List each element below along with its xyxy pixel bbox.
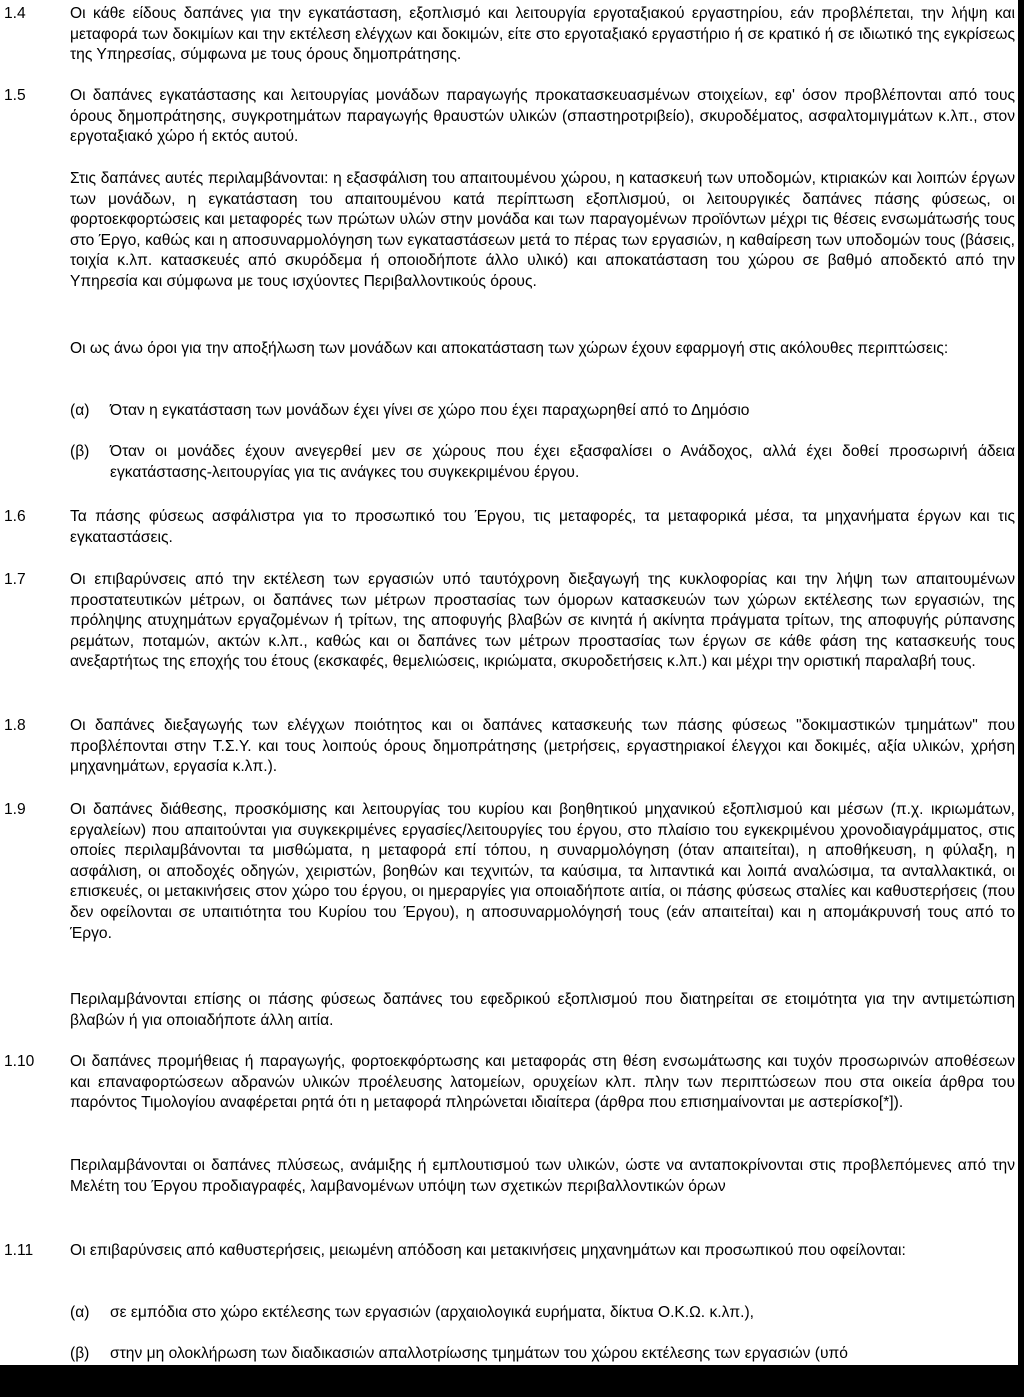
subitem-text: στην μη ολοκλήρωση των διαδικασιών απαλλοτρίωσης τμημάτων του χώρου εκτέλεσης των εργασιών (υπό [110,1345,848,1362]
clause-1-11 [0,1241,1024,1262]
bottom-bar [0,1365,1024,1397]
subitem [70,1303,1015,1324]
subitem-label: (β) [70,1345,90,1362]
clause-text: Οι δαπάνες διάθεσης, προσκόμισης και λειτουργίας του κυρίου και βοηθητικού μηχανικού εξοπλισμού και μέσων (π.χ. ικριωμάτων, εργαλείων) που απαιτούνται για συγκεκριμένες εργασίες/λειτουργίες του έργου, στο πλαίσιο του εγκεκριμένου χρονοδιαγράμματος, στις οποίες περιλαμβάνονται τα μισθώματα, η μεταφορά επί τόπου, η συναρμολόγηση (όταν απαιτείται), η αποθήκευση, η φύλαξη, η ασφάλιση, οι αποδοχές οδηγών, χειριστών, βοηθών και τεχνιτών, τα καύσιμα, τα λιπαντικά και λοιπά αναλώσιμα, τα ανταλλακτικά, οι επισκευές, οι μετακινήσεις στον χώρο του έργου, οι ημεραργίες για οποιαδήποτε αιτία, οι πάσης φύσεως σταλίες και καθυστερήσεις (που δεν οφείλονται σε υπαιτιότητα του Κυρίου του Έργου), η αποσυναρμολόγησή τους (εάν απαιτείται) και η απομάκρυνσή τους από το Έργο. [70,801,1015,942]
subitem-text: Όταν οι μονάδες έχουν ανεγερθεί μεν σε χώρους που έχει εξασφαλίσει ο Ανάδοχος, αλλά έχει δοθεί προσωρινή άδεια εγκατάστασης-λειτουργίας για τις ανάγκες του συγκεκριμένου έργου. [110,443,1015,481]
subitem [70,442,1015,483]
clause-number: 1.6 [4,508,26,525]
paragraph: Στις δαπάνες αυτές περιλαμβάνονται: η εξασφάλιση του απαιτουμένου χώρου, η κατασκευή των υποδομών, κτιριακών και λοιπών έργων των μονάδων, η εγκατάσταση του απαιτουμένου κατά περίπτωση εξοπλισμού, οι λειτουργικές δαπάνες πάσης φύσεως, οι φορτοεκφορτώσεις και μεταφορές των πρώτων υλών στην μονάδα και των παραγομένων προϊόντων μέχρι τις θέσεις ενσωμάτωσής τους στο Έργο, καθώς και η αποσυναρμολόγηση των εγκαταστάσεων μετά το πέρας των εργασιών, η καθαίρεση των υποδομών τους (βάσεις, τοιχία κ.λπ. κατασκευές από σκυρόδεμα ή οποιοδήποτε άλλο υλικό) και αποκατάσταση του χώρου σε βαθμό αποδεκτό από την Υπηρεσία και σύμφωνα με τους ισχύοντες Περιβαλλοντικούς όρους. [70,170,1015,290]
clause-number: 1.10 [4,1053,35,1070]
clause-1-6 [0,507,1024,548]
clause-1-4 [0,4,1024,66]
clause-number: 1.4 [4,5,26,22]
clause-1-9 [0,800,1024,944]
clause-1-8 [0,716,1024,778]
clause-number: 1.9 [4,801,26,818]
clause-1-10 [0,1052,1024,1114]
clause-text: Οι δαπάνες εγκατάστασης και λειτουργίας μονάδων παραγωγής προκατασκευασμένων στοιχείων, εφ' όσον προβλέπονται από τους όρους δημοπράτησης, συγκροτημάτων παραγωγής θραυστών υλικών (σπαστηροτριβείο), σκυροδέματος, ασφαλτομιγμάτων κ.λπ., στον εργοταξιακό χώρο ή εκτός αυτού. [70,87,1015,146]
clause-text: Οι δαπάνες διεξαγωγής των ελέγχων ποιότητος και οι δαπάνες κατασκευής των πάσης φύσεως "δοκιμαστικών τμημάτων" που προβλέπονται στην Τ.Σ.Υ. και τους λοιπούς όρους δημοπράτησης (μετρήσεις, εργαστηριακοί έλεγχοι και δοκιμές, αξία υλικών, χρήση μηχανημάτων, εργασία κ.λπ.). [70,717,1015,776]
clause-1-5 [0,86,1024,148]
subitem [70,401,1015,422]
clause-text: Οι δαπάνες προμήθειας ή παραγωγής, φορτοεκφόρτωσης και μεταφοράς στη θέση ενσωμάτωσης και τυχόν προσωρινών αποθέσεων και επαναφορτώσεων αδρανών υλικών προέλευσης λατομείων, ορυχείων κλπ. πλην των περιπτώσεων που στα οικεία άρθρα του παρόντος Τιμολογίου αναφέρεται ρητά ότι η μεταφορά πληρώνεται ιδιαίτερα (άρθρα που επισημαίνονται με αστερίσκο[*]). [70,1053,1015,1112]
clause-1-7 [0,570,1024,673]
clause-text: Οι επιβαρύνσεις από την εκτέλεση των εργασιών υπό ταυτόχρονη διεξαγωγή της κυκλοφορίας και την λήψη των απαιτουμένων προστατευτικών μέτρων, οι δαπάνες των μέτρων προστασίας των όμορων κατασκευών των χώρων εκτέλεσης των εργασιών, της πρόληψης ατυχημάτων εργαζομένων ή τρίτων, της αποφυγής βλαβών σε κινητά ή ακίνητα πράγματα τρίτων, της αποφυγής ρύπανσης ρεμάτων, ποταμών, ακτών κ.λπ., καθώς και οι δαπάνες των μέτρων προστασίας των έργων σε κάθε φάση της κατασκευής τους ανεξαρτήτως της εποχής του έτους (εκσκαφές, θεμελιώσεις, ικριώματα, σκυροδετήσεις κ.λπ.) και μέχρι την οριστική παραλαβή τους. [70,571,1015,671]
subitem-label: (β) [70,443,90,460]
subitem [70,1344,1015,1365]
paragraph: Οι ως άνω όροι για την αποξήλωση των μονάδων και αποκατάσταση των χώρων έχουν εφαρμογή στις ακόλουθες περιπτώσεις: [70,340,949,357]
paragraph: Περιλαμβάνονται οι δαπάνες πλύσεως, ανάμιξης ή εμπλουτισμού των υλικών, ώστε να ανταποκρίνονται στις προβλεπόμενες από την Μελέτη του Έργου προδιαγραφές, λαμβανομένων υπόψη των σχετικών περιβαλλοντικών όρων [70,1157,1015,1195]
paragraph: Περιλαμβάνονται επίσης οι πάσης φύσεως δαπάνες του εφεδρικού εξοπλισμού που διατηρείται σε ετοιμότητα για την αντιμετώπιση βλαβών ή για οποιαδήποτε άλλη αιτία. [70,991,1015,1029]
subitem-label: (α) [70,1304,90,1321]
clause-text: Οι επιβαρύνσεις από καθυστερήσεις, μειωμένη απόδοση και μετακινήσεις μηχανημάτων και προσωπικού που οφείλονται: [70,1242,906,1259]
subitem-text: Όταν η εγκατάσταση των μονάδων έχει γίνει σε χώρο που έχει παραχωρηθεί από το Δημόσιο [110,402,750,419]
clause-number: 1.5 [4,87,26,104]
subitem-text: σε εμπόδια στο χώρο εκτέλεσης των εργασιών (αρχαιολογικά ευρήματα, δίκτυα Ο.Κ.Ω. κ.λπ.), [110,1304,755,1321]
subitem-label: (α) [70,402,90,419]
clause-text: Τα πάσης φύσεως ασφάλιστρα για το προσωπικό του Έργου, τις μεταφορές, τα μεταφορικά μέσα, τα μηχανήματα έργων και τις εγκαταστάσεις. [70,508,1015,546]
page-edge [1018,0,1024,1365]
clause-text: Οι κάθε είδους δαπάνες για την εγκατάσταση, εξοπλισμό και λειτουργία εργοταξιακού εργαστηρίου, εάν προβλέπεται, την λήψη και μεταφορά των δοκιμίων και την εκτέλεση ελέγχων και δοκιμών, είτε στο εργοταξιακό εργαστήριο ή σε κρατικό ή σε ιδιωτικό της εγκρίσεως της Υπηρεσίας, σύμφωνα με τους όρους δημοπράτησης. [70,5,1015,64]
clause-number: 1.8 [4,717,26,734]
clause-number: 1.7 [4,571,26,588]
clause-number: 1.11 [4,1242,34,1259]
